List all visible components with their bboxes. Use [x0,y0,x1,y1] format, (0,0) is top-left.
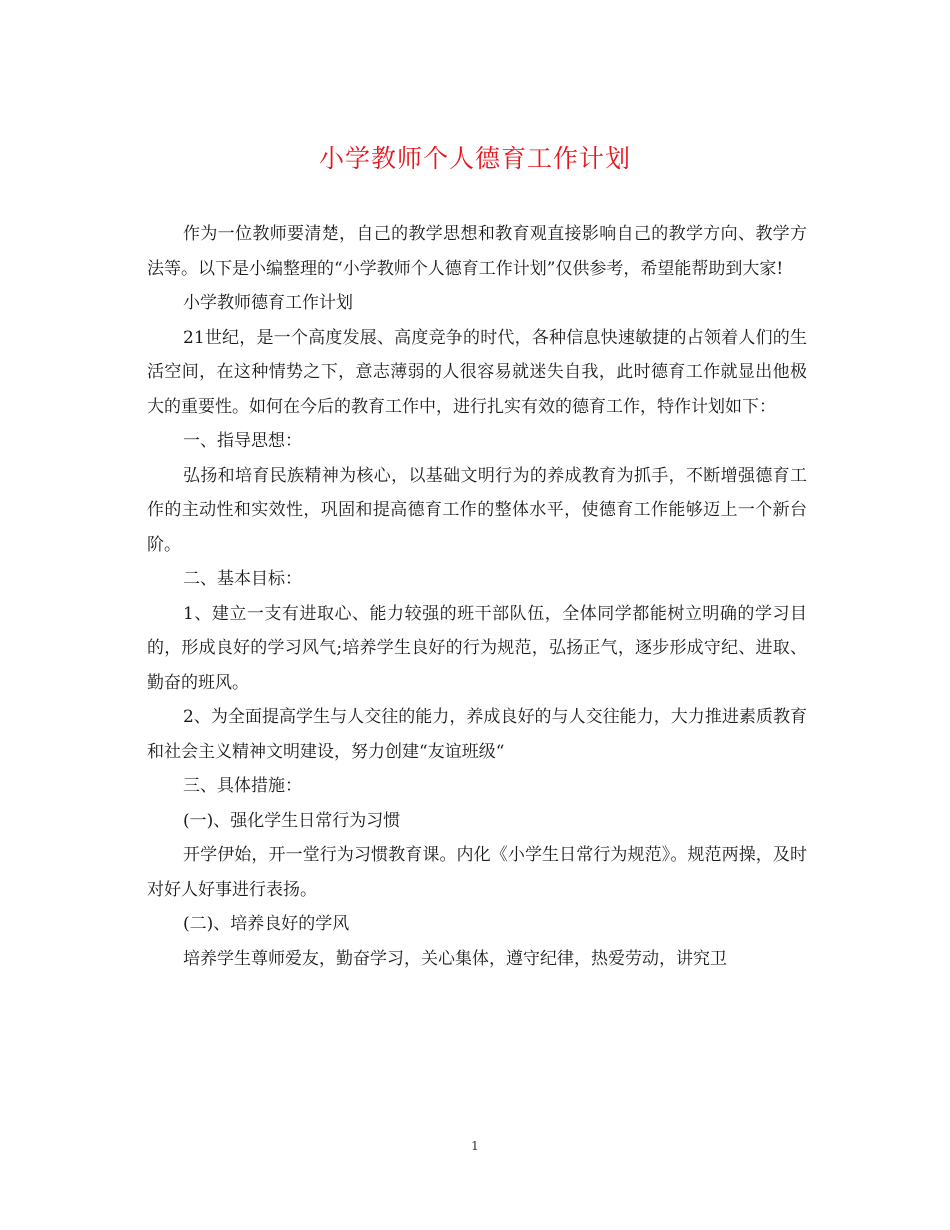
paragraph-intro: 作为一位教师要清楚，自己的教学思想和教育观直接影响自己的教学方向、教学方法等。以下是小编整理的“小学教师个人德育工作计划”仅供参考，希望能帮助到大家! [147,224,807,279]
paragraph-guiding-thought: 弘扬和培育民族精神为核心，以基础文明行为的养成教育为抓手，不断增强德育工作的主动性和实效性，巩固和提高德育工作的整体水平，使德育工作能够迈上一个新台阶。 [147,465,807,555]
subheading-measure-1: (一)、强化学生日常行为习惯 [183,810,401,831]
subheading-measure-2: (二)、培养良好的学风 [183,914,350,934]
section-heading-basic-goals: 二、基本目标： [183,569,302,589]
paragraph-measure-2: 培养学生尊师爱友，勤奋学习，关心集体，遵守纪律，热爱劳动，讲究卫 [183,948,727,969]
section-heading-guiding-thought: 一、指导思想： [183,431,302,451]
paragraph-goal-2: 2、为全面提高学生与人交往的能力，养成良好的与人交往能力，大力推进素质教育和社会主义精神文明建设，努力创建“友谊班级“ [147,707,807,762]
paragraph-subtitle: 小学教师德育工作计划 [183,293,353,313]
page-number: 1 [471,1139,479,1153]
paragraph-measure-1: 开学伊始，开一堂行为习惯教育课。内化《小学生日常行为规范》。规范两操，及时对好人好事进行表扬。 [147,845,807,900]
document-body [147,217,807,976]
paragraph-background: 21世纪，是一个高度发展、高度竞争的时代，各种信息快速敏捷的占领着人们的生活空间，在这种情势之下，意志薄弱的人很容易就迷失自我，此时德育工作就显出他极大的重要性。如何在今后的教育工作中，进行扎实有效的德育工作，特作计划如下： [147,327,807,417]
document-title: 小学教师个人德育工作计划 [318,144,631,173]
paragraph-goal-1: 1、建立一支有进取心、能力较强的班干部队伍，全体同学都能树立明确的学习目的，形成良好的学习风气;培养学生良好的行为规范，弘扬正气，逐步形成守纪、进取、勤奋的班风。 [147,603,807,693]
section-heading-measures: 三、具体措施： [183,776,302,796]
